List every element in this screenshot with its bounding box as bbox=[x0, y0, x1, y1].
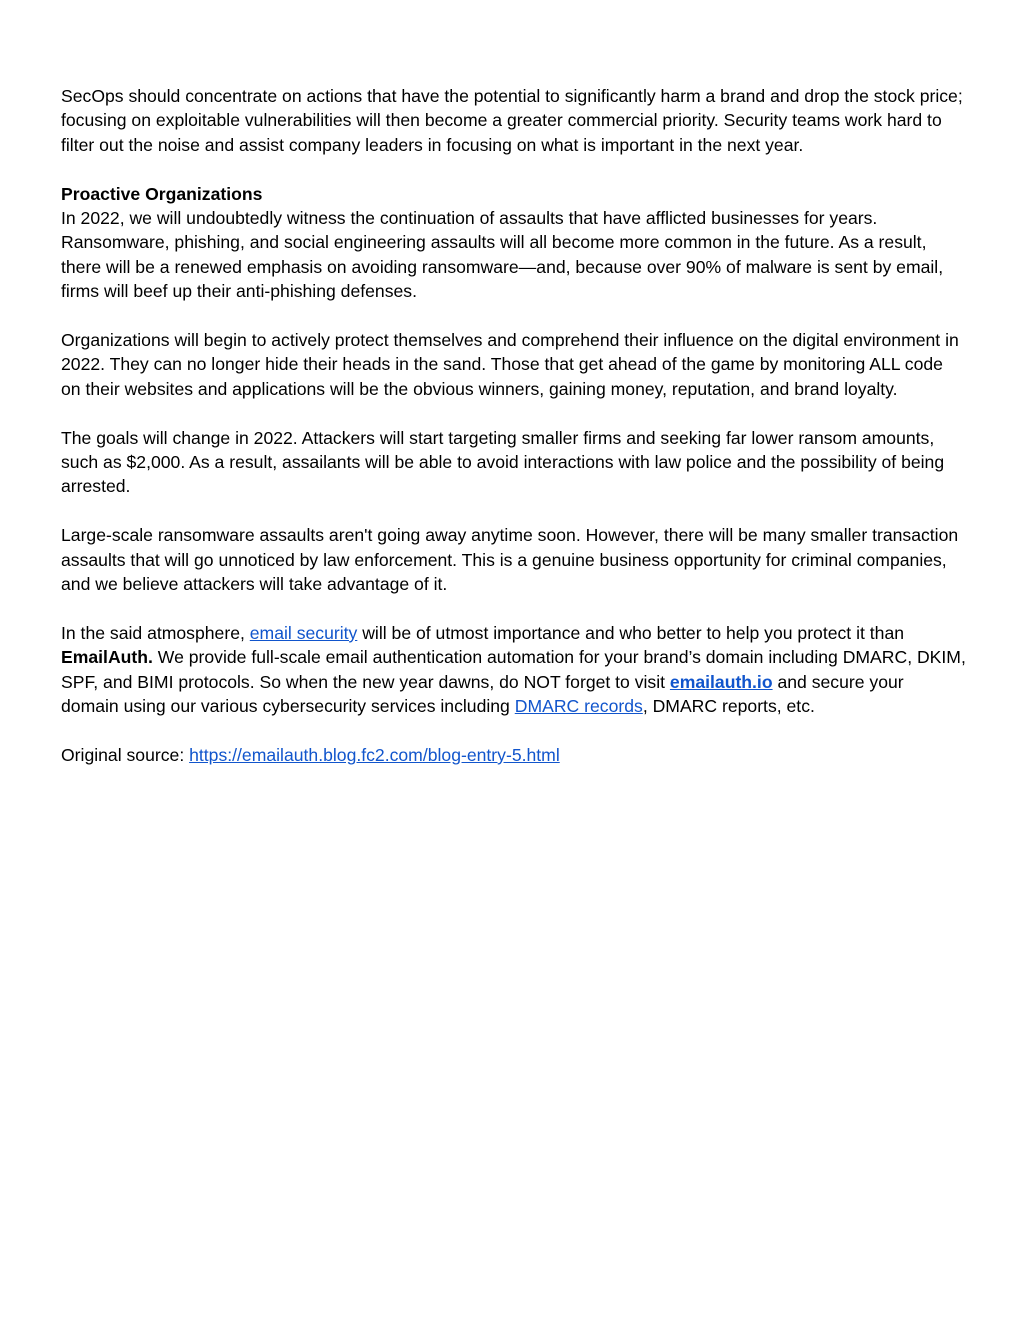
text: We provide full-scale email authentication automation for your brand’s domain including DMARC, DKIM, SPF, and BIMI protocols. So when the new year dawns, do NOT forget to visit bbox=[61, 647, 966, 692]
paragraph-organizations: Organizations will begin to actively protect themselves and comprehend their influence on the digital environment in 2022. They can no longer hide their heads in the sand. Those that get ahead of the game by monitoring ALL code on their websites and applications will be the obvious winners, gaining money, reputation, and brand loyalty. bbox=[61, 330, 959, 399]
brand-name: EmailAuth. bbox=[61, 647, 153, 668]
paragraph-large-scale: Large-scale ransomware assaults aren't going away anytime soon. However, there will be many smaller transaction assaults that will go unnoticed by law enforcement. This is a genuine business opportunity for criminal companies, and we believe attackers will take advantage of it. bbox=[61, 525, 959, 595]
source-line bbox=[61, 743, 966, 767]
dmarc-records-link[interactable]: DMARC records bbox=[514, 696, 643, 717]
text: In the said atmosphere, bbox=[61, 622, 250, 643]
paragraph-atmosphere bbox=[61, 621, 966, 719]
email-security-link[interactable]: email security bbox=[249, 622, 358, 643]
emailauth-link[interactable]: emailauth.io bbox=[669, 671, 773, 692]
paragraph-2022-assaults: In 2022, we will undoubtedly witness the continuation of assaults that have afflicted businesses for years. Ransomware, phishing, and social engineering assaults will all become more common in the future. As a result, there will be a renewed emphasis on avoiding ransomware—and, because over 90% of malware is sent by email, firms will beef up their anti-phishing defenses. bbox=[61, 208, 944, 302]
text: , DMARC reports, etc. bbox=[642, 696, 815, 717]
document-body bbox=[61, 84, 966, 792]
source-label: Original source: bbox=[61, 744, 190, 765]
text: will be of utmost importance and who better to help you protect it than bbox=[357, 622, 905, 643]
section-heading: Proactive Organizations bbox=[61, 183, 263, 204]
text: and secure your domain using our various cybersecurity services including bbox=[61, 671, 904, 717]
paragraph-secops: SecOps should concentrate on actions that have the potential to significantly harm a brand and drop the stock price; focusing on exploitable vulnerabilities will then become a greater commercial priority. Security teams work hard to filter out the noise and assist company leaders in focusing on what is important in the next year. bbox=[61, 86, 963, 155]
paragraph-goals: The goals will change in 2022. Attackers will start targeting smaller firms and seeking far lower ransom amounts, such as $2,000. As a result, assailants will be able to avoid interactions with law police and the possibility of being arrested. bbox=[61, 427, 945, 497]
section-proactive bbox=[61, 182, 966, 304]
source-link[interactable]: https://emailauth.blog.fc2.com/blog-entry-5.html bbox=[189, 744, 560, 765]
